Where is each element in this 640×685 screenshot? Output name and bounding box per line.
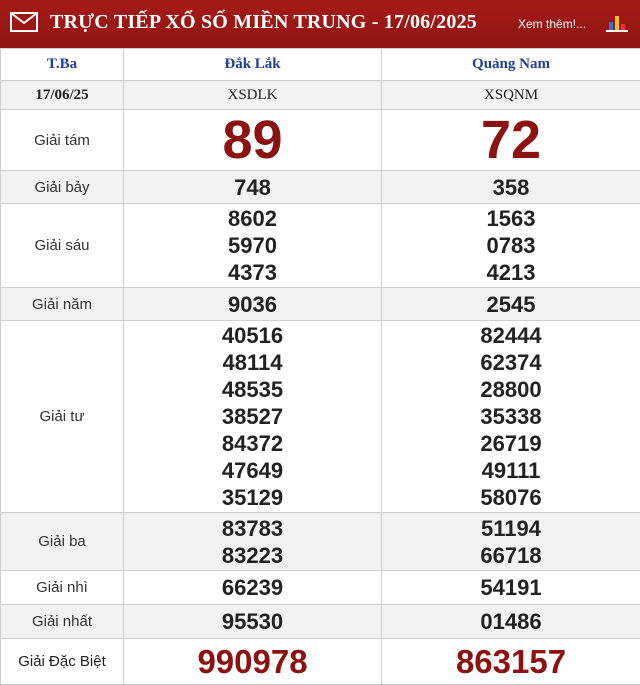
prize-number: 9036 — [124, 291, 381, 318]
prize-number: 1563 — [382, 205, 640, 232]
prize-label: Giải tư — [1, 321, 124, 513]
results-table — [0, 48, 640, 685]
province-name-2[interactable]: Quảng Nam — [382, 49, 640, 81]
prize-number: 5970 — [124, 232, 381, 259]
prize-number: 8602 — [124, 205, 381, 232]
prize-number: 58076 — [382, 484, 640, 511]
prize-row-4 — [1, 321, 640, 513]
prize-row-3 — [1, 513, 640, 571]
prize-row-5 — [1, 288, 640, 321]
special-prize-number: 990978 — [124, 642, 381, 682]
prize-row-7 — [1, 171, 640, 204]
prize-number: 83223 — [124, 542, 381, 569]
province-code-2: XSQNM — [382, 81, 640, 110]
page-title: TRỰC TIẾP XỔ SỐ MIỀN TRUNG - 17/06/2025 — [50, 11, 477, 34]
mail-icon — [10, 12, 38, 32]
prize-number: 2545 — [382, 291, 640, 318]
prize-label: Giải bảy — [1, 171, 124, 204]
prize-number: 01486 — [382, 608, 640, 635]
prize-label: Giải tám — [1, 110, 124, 171]
bar-chart-icon[interactable] — [604, 13, 630, 33]
prize-number: 89 — [124, 110, 381, 170]
prize-number: 4373 — [124, 259, 381, 286]
day-label: T.Ba — [1, 49, 124, 81]
prize-row-1 — [1, 605, 640, 639]
prize-row-special — [1, 639, 640, 685]
special-prize-number: 863157 — [382, 642, 640, 682]
prize-number: 51194 — [382, 515, 640, 542]
prize-row-6 — [1, 204, 640, 288]
province-name-1[interactable]: Đắk Lắk — [124, 49, 382, 81]
prize-label: Giải nhì — [1, 571, 124, 605]
prize-number: 83783 — [124, 515, 381, 542]
province-code-1: XSDLK — [124, 81, 382, 110]
prize-label: Giải ba — [1, 513, 124, 571]
prize-number: 84372 — [124, 430, 381, 457]
province-header-row — [1, 49, 640, 81]
prize-label: Giải Đặc Biệt — [1, 639, 124, 685]
prize-number: 748 — [124, 174, 381, 201]
date-row — [1, 81, 640, 110]
page-header — [0, 0, 640, 48]
prize-label: Giải năm — [1, 288, 124, 321]
prize-row-8 — [1, 110, 640, 171]
prize-number: 66718 — [382, 542, 640, 569]
prize-number: 48114 — [124, 349, 381, 376]
prize-number: 95530 — [124, 608, 381, 635]
see-more-link[interactable]: Xem thêm!... — [518, 17, 586, 31]
prize-number: 38527 — [124, 403, 381, 430]
prize-number: 28800 — [382, 376, 640, 403]
prize-number: 49111 — [382, 457, 640, 484]
prize-number: 26719 — [382, 430, 640, 457]
prize-label: Giải nhất — [1, 605, 124, 639]
prize-number: 35129 — [124, 484, 381, 511]
prize-number: 54191 — [382, 574, 640, 601]
prize-number: 358 — [382, 174, 640, 201]
prize-row-2 — [1, 571, 640, 605]
prize-number: 72 — [382, 110, 640, 170]
prize-number: 40516 — [124, 322, 381, 349]
prize-number: 62374 — [382, 349, 640, 376]
prize-number: 82444 — [382, 322, 640, 349]
prize-label: Giải sáu — [1, 204, 124, 288]
prize-number: 47649 — [124, 457, 381, 484]
prize-number: 0783 — [382, 232, 640, 259]
prize-number: 35338 — [382, 403, 640, 430]
prize-number: 48535 — [124, 376, 381, 403]
prize-number: 66239 — [124, 574, 381, 601]
prize-number: 4213 — [382, 259, 640, 286]
draw-date: 17/06/25 — [1, 81, 124, 110]
